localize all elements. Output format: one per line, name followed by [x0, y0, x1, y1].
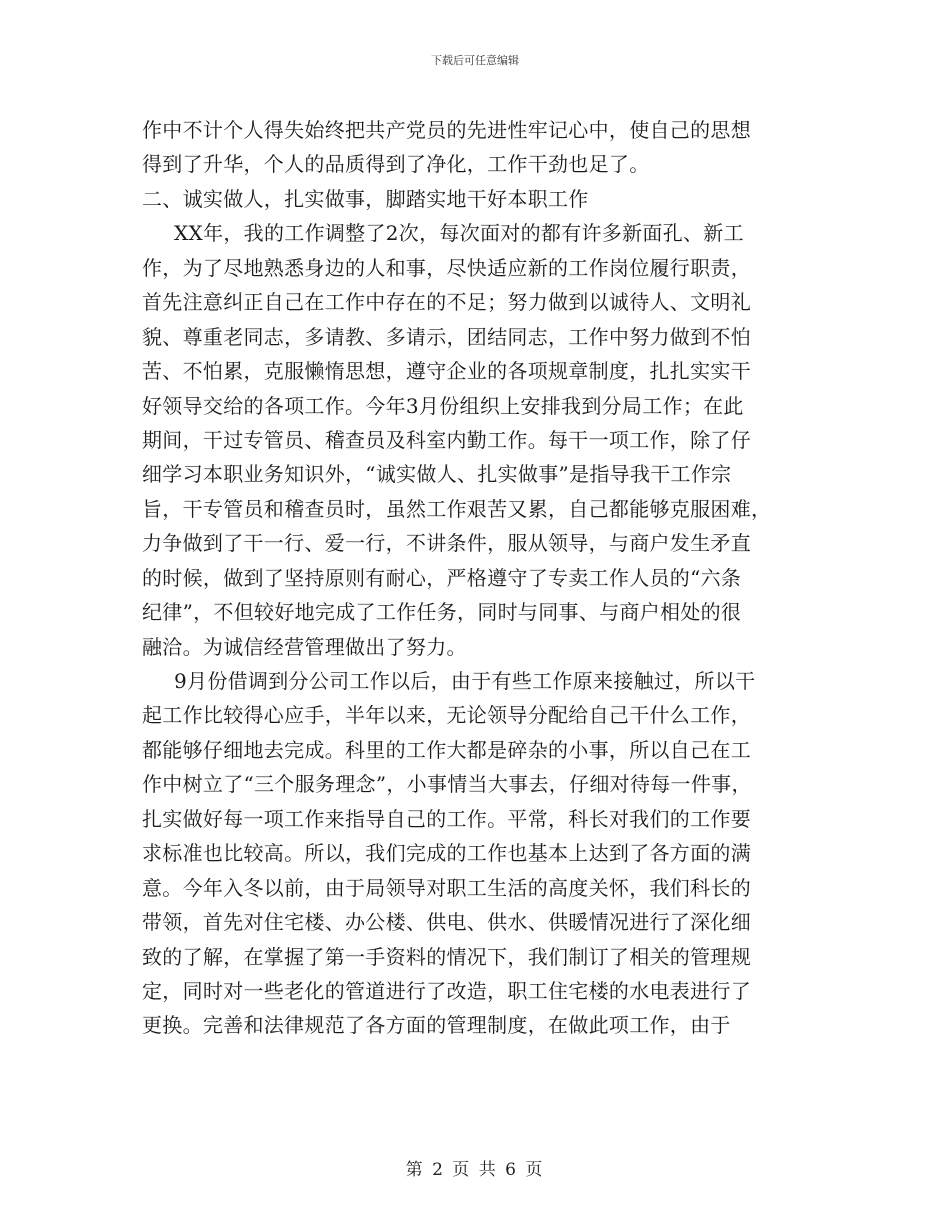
text-line: 首先注意纠正自己在工作中存在的不足；努力做到以诚待人、文明礼	[142, 290, 751, 315]
text-line: 纪律”，不但较好地完成了工作任务，同时与同事、与商户相处的很	[142, 600, 742, 625]
text-line: 融洽。为诚信经营管理做出了努力。	[142, 634, 467, 659]
text-line: 期间，干过专管员、稽查员及科室内勤工作。每干一项工作，除了仔	[142, 427, 751, 452]
text-line: 貌、尊重老同志，多请教、多请示，团结同志，工作中努力做到不怕	[142, 324, 751, 349]
text-line: 都能够仔细地去完成。科里的工作大都是碎杂的小事，所以自己在工	[142, 737, 751, 762]
text-line: 好领导交给的各项工作。今年3月份组织上安排我到分局工作；在此	[142, 393, 744, 418]
text-line: 得到了升华，个人的品质得到了净化，工作干劲也足了。	[142, 152, 650, 177]
text-line: 带领，首先对住宅楼、办公楼、供电、供水、供暖情况进行了深化细	[142, 910, 751, 935]
text-line: 扎实做好每一项工作来指导自己的工作。平常，科长对我们的工作要	[142, 806, 751, 831]
text-line: 致的了解，在掌握了第一手资料的情况下，我们制订了相关的管理规	[142, 944, 751, 969]
text-line: 作中树立了“三个服务理念”，小事情当大事去，仔细对待每一件事，	[142, 772, 752, 797]
text-line: 细学习本职业务知识外，“诚实做人、扎实做事”是指导我干工作宗	[142, 462, 732, 487]
paragraph-start-line: 9月份借调到分公司工作以后，由于有些工作原来接触过，所以干	[174, 669, 756, 693]
text-line: 的时候，做到了坚持原则有耐心，严格遵守了专卖工作人员的“六条	[142, 565, 742, 590]
text-line: 求标准也比较高。所以，我们完成的工作也基本上达到了各方面的满	[142, 841, 751, 866]
text-line: 更换。完善和法律规范了各方面的管理制度，在做此项工作，由于	[142, 1013, 731, 1038]
page-header: 下载后可任意编辑	[431, 54, 519, 67]
paragraph-start-line: XX年，我的工作调整了2次，每次面对的都有许多新面孔、新工	[174, 221, 744, 246]
text-line: 起工作比较得心应手，半年以来，无论领导分配给自己干什么工作，	[142, 703, 751, 728]
text-line: 定，同时对一些老化的管道进行了改造，职工住宅楼的水电表进行了	[142, 978, 751, 1003]
text-line: 苦、不怕累，克服懒惰思想，遵守企业的各项规章制度，扎扎实实干	[142, 359, 751, 384]
document-body	[142, 113, 808, 1043]
text-line: 作，为了尽地熟悉身边的人和事，尽快适应新的工作岗位履行职责，	[142, 255, 751, 280]
text-line: 意。今年入冬以前，由于局领导对职工生活的高度关怀，我们科长的	[142, 875, 751, 900]
page-number-footer: 第 2 页 共 6 页	[405, 1160, 545, 1180]
text-line: 旨，干专管员和稽查员时，虽然工作艰苦又累，自己都能够克服困难，	[142, 496, 772, 521]
text-line: 力争做到了干一行、爱一行，不讲条件，服从领导，与商户发生矛直	[142, 531, 751, 556]
text-line: 作中不计个人得失始终把共产党员的先进性牢记心中，使自己的思想	[142, 118, 751, 142]
section-heading: 二、诚实做人，扎实做事，脚踏实地干好本职工作	[142, 186, 589, 211]
